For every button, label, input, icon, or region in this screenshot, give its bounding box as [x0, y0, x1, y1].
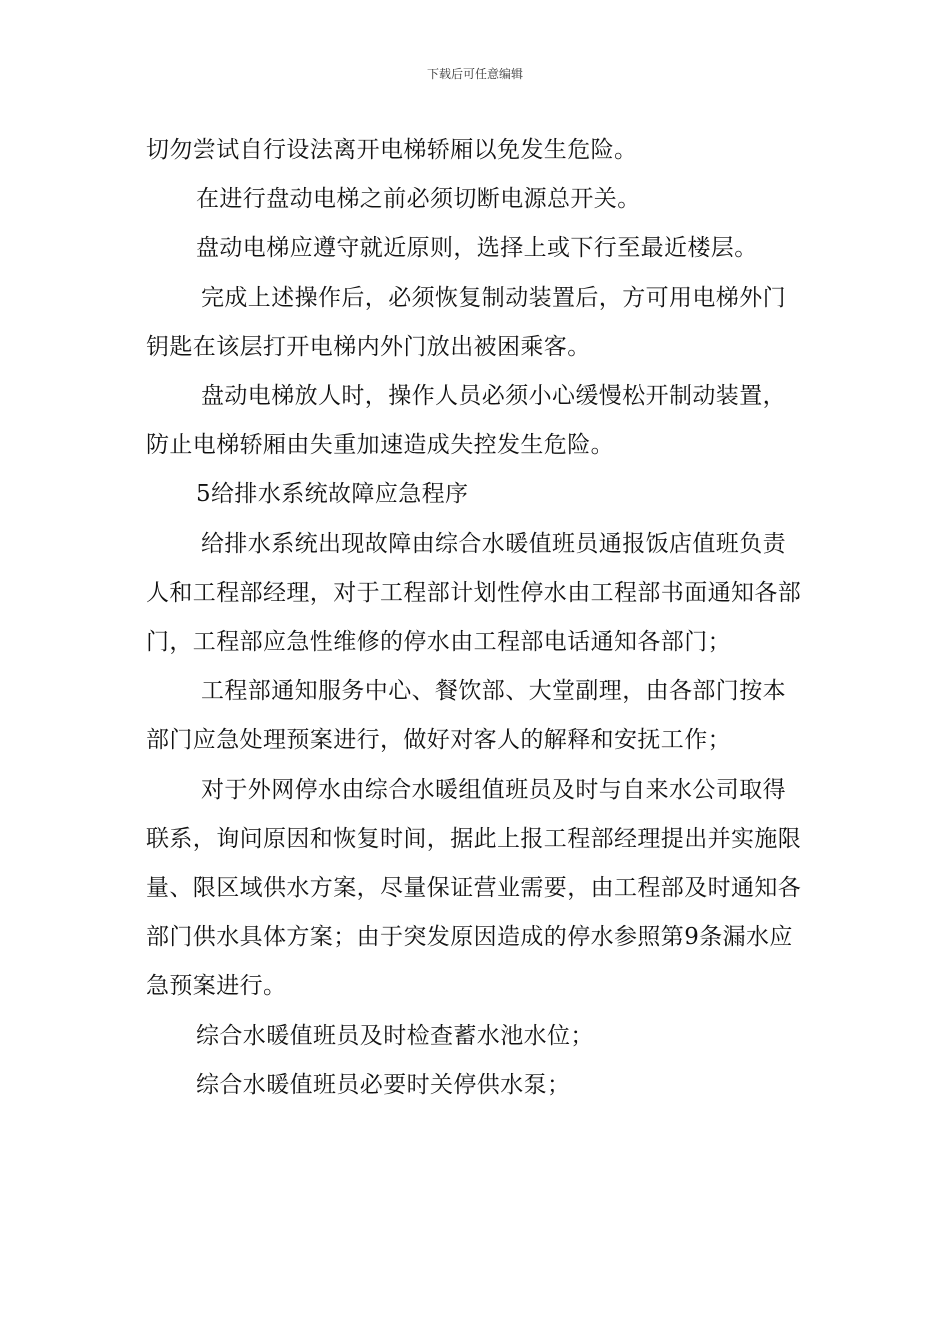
paragraph: 综合水暖值班员必要时关停供水泵；: [196, 1071, 571, 1098]
section-heading: 5给排水系统故障应急程序: [196, 481, 469, 508]
paragraph: 盘动电梯放人时，操作人员必须小心缓慢松开制动装置，防止电梯轿厢由失重加速造成失控发生危险。: [146, 383, 786, 459]
paragraph: 工程部通知服务中心、餐饮部、大堂副理，由各部门按本部门应急处理预案进行，做好对客人的解释和安抚工作；: [146, 678, 786, 754]
paragraph: 盘动电梯应遵守就近原则，选择上或下行至最近楼层。: [196, 235, 758, 262]
document-body: [146, 126, 808, 1110]
paragraph: 在进行盘动电梯之前必须切断电源总开关。: [196, 186, 641, 213]
paragraph: 给排水系统出现故障由综合水暖值班员通报饭店值班负责人和工程部经理，对于工程部计划性停水由工程部书面通知各部门，工程部应急性维修的停水由工程部电话通知各部门；: [146, 530, 802, 656]
paragraph: 切勿尝试自行设法离开电梯轿厢以免发生危险。: [146, 137, 638, 163]
paragraph: 完成上述操作后，必须恢复制动装置后，方可用电梯外门钥匙在该层打开电梯内外门放出被困乘客。: [146, 284, 786, 360]
page-header: 下载后可任意编辑: [426, 67, 523, 81]
paragraph: 综合水暖值班员及时检查蓄水池水位；: [196, 1022, 594, 1049]
paragraph: 对于外网停水由综合水暖组值班员及时与自来水公司取得联系，询问原因和恢复时间，据此上报工程部经理提出并实施限量、限区域供水方案，尽量保证营业需要，由工程部及时通知各部门供水具体方案；由于突发原因造成的停水参照第9条漏水应急预案进行。: [146, 776, 802, 1000]
